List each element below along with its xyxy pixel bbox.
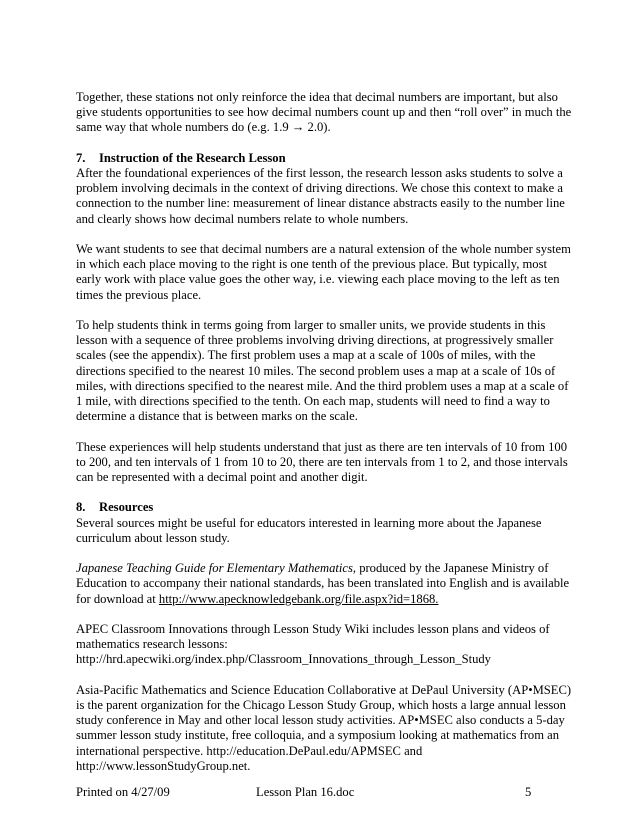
footer-page-number: 5 — [525, 785, 532, 799]
section-8-heading — [76, 500, 572, 515]
section-7-paragraph-4: These experiences will help students understand that just as there are ten intervals of 10 from 100 to 200, and ten intervals of 1 from 10 to 20, there are ten intervals from 1 to 2, and those intervals can be represented with a decimal point and another digit. — [76, 439, 568, 485]
section-7-number: 7. — [76, 150, 86, 165]
resource-2-link[interactable]: http://hrd.apecwiki.org/index.php/Classroom_Innovations_through_Lesson_Study — [76, 652, 491, 667]
body-text — [76, 90, 572, 789]
section-7-paragraph-1: After the foundational experiences of the first lesson, the research lesson asks students to solve a problem involving decimals in the context of driving directions. We chose this context to make a connection to the number line: measurement of linear distance abstracts easily to the number line and clearly shows how decimal numbers relate to whole numbers. — [76, 166, 565, 226]
section-7-heading — [76, 151, 572, 166]
resource-1-title: Japanese Teaching Guide for Elementary Mathematics — [76, 561, 353, 576]
resource-2 — [76, 622, 572, 668]
section-8-number: 8. — [76, 500, 86, 515]
section-8-paragraph-1: Several sources might be useful for educators interested in learning more about the Japanese curriculum about lesson study. — [76, 515, 542, 545]
footer-filename: Lesson Plan 16.doc — [256, 785, 355, 799]
resource-3: Asia-Pacific Mathematics and Science Education Collaborative at DePaul University (AP•MSEC) is the parent organization for the Chicago Lesson Study Group, which hosts a large annual lesson study conference in May and other local lesson study activities. AP•MSEC also conducts a 5-day summer lesson study institute, free colloquia, and a symposium looking at mathematics from an international perspective. http://education.DePaul.edu/APMSEC and http://www.lessonStudyGroup.net. — [76, 682, 572, 773]
section-8-title: Resources — [99, 500, 154, 515]
section-7-paragraph-2: We want students to see that decimal numbers are a natural extension of the whole number system in which each place moving to the right is one tenth of the previous place. But typically, most early work with place value goes the other way, i.e. viewing each place moving to the left as ten times the previous place. — [76, 242, 571, 302]
intro-paragraph: Together, these stations not only reinforce the idea that decimal numbers are important, but also give students opportunities to see how decimal numbers count up and then “roll over” in much the same way that whole numbers do (e.g. 1.9 → 2.0). — [76, 90, 572, 135]
footer-printed-date: Printed on 4/27/09 — [76, 785, 170, 799]
section-7-title: Instruction of the Research Lesson — [99, 150, 286, 165]
resource-1-text: , produced by the Japanese Ministry of Education to accompany their national standards, has been translated into English and is available for download at — [76, 561, 570, 606]
section-7-paragraph-3: To help students think in terms going from larger to smaller units, we provide students in this lesson with a sequence of three problems involving driving directions, at progressively smaller scales (see the appendix). The first problem uses a map at a scale of 100s of miles, with the directions specified to the nearest 10 miles. The second problem uses a map at a scale of 10s of miles, with directions specified to the nearest mile. And the third problem uses a map at a scale of 1 mile, with directions specified to the tenth. On each map, students will need to find a way to determine a distance that is between marks on the scale. — [76, 318, 569, 424]
resource-2-text: APEC Classroom Innovations through Lesson Study Wiki includes lesson plans and videos of mathematics research lessons: — [76, 622, 550, 652]
resource-1 — [76, 561, 572, 607]
resource-1-link[interactable]: http://www.apecknowledgebank.org/file.aspx?id=1868. — [158, 591, 439, 606]
